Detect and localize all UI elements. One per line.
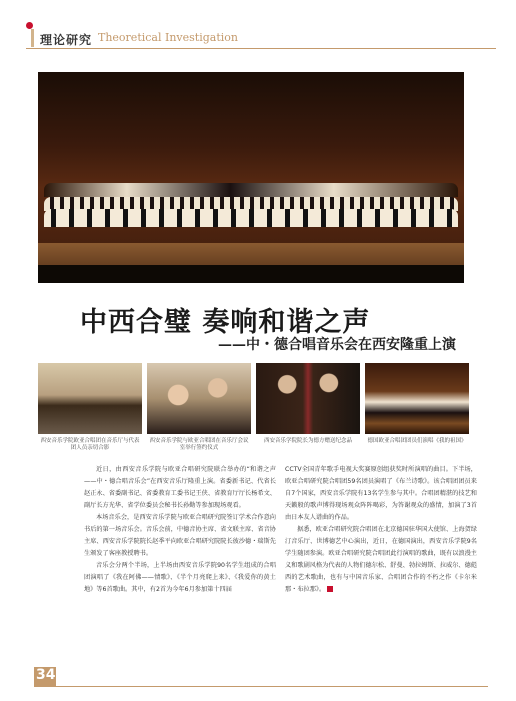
page-number: 34 <box>36 667 56 683</box>
photo-choir-performance <box>365 363 469 434</box>
photo-gift-presentation <box>256 363 360 434</box>
main-concert-photo <box>38 72 464 283</box>
footer-divider <box>56 686 488 687</box>
caption-2: 西安音乐学院与欧亚合唱团在音乐厅会议室举行签约仪式 <box>149 438 249 451</box>
article-subtitle: ——中・德合唱音乐会在西安隆重上演 <box>218 337 456 353</box>
section-marker-icon <box>26 22 35 48</box>
paragraph: 近日，由西安音乐学院与欧亚合唱研究院联合举办的“和谐之声——中・德合唱音乐会”在西安音乐厅隆重上演。省委新书记、代省长赵正永、省委副书记、省委教育工委书记王侠、省教育厅厅长杨希文、副厅长方光华、省学位委员会秘书长孙勤等参加现场观看。 <box>84 466 276 509</box>
paragraph-text: 据悉，欧亚合唱研究院合唱团在北京德国驻华国大使馆、上海贺绿汀音乐厅、世博德艺中心演出，近日，在德国演出，西安音乐学院9名学生随团参演。欧亚合唱研究院合唱团此行演唱的歌曲，既有以浪漫主义和歌剧风格为代表的人物们德尔松、舒曼、勃拉姆斯、拉威尔、德彪西的艺术歌曲，也有与中国音乐家、合唱团合作的不朽之作《卡尔米那・布拉那》。 <box>285 526 477 593</box>
caption-3: 西安音乐学院院长为德方赠送纪念品 <box>263 438 352 444</box>
paragraph <box>285 524 477 596</box>
body-column-left <box>84 464 276 596</box>
body-column-right <box>285 464 477 596</box>
paragraph: CCTV全国青年歌手电视大奖赛原创组获奖时所演唱的曲目。下半场，欧亚合唱研究院合唱团59名团员演唱了《布兰诗歌》。该合唱团团员来自7个国家，西安音乐学院有13名学生参与其中。合唱团精湛的技艺和天籁般的歌声博得现场观众阵阵喝彩，为答谢观众的盛情，加演了3首由日本友人谱曲的作品。 <box>285 466 477 521</box>
header-divider <box>26 48 496 49</box>
paragraph: 本场音乐会，是西安音乐学院与欧亚合唱研究院签订学术合作意向书后的第一场音乐会。音乐会前，中德音协主席、省文联主席、省音协主席、西安音乐学院院长赵季平向欧亚合唱研究院院长彼沙德・瑞斯先生颁发了客座教授聘书。 <box>84 514 276 557</box>
photo-signing-ceremony <box>147 363 251 434</box>
article-title: 中西合璧 奏响和谐之声 <box>80 307 371 338</box>
caption-4: 德国欧亚合唱团团员们演唱《我的祖国》 <box>367 438 467 444</box>
paragraph: 音乐会分两个半场，上半场由西安音乐学院90名学生组成的合唱团演唱了《我在阿佛——情歌》、《半个月亮爬上来》、《我爱你的黄土地》等6首歌曲。其中，有2首为今年6月参加第十四届 <box>84 562 276 593</box>
section-title-cn: 理论研究 <box>40 33 93 47</box>
section-title-en: Theoretical Investigation <box>98 31 238 44</box>
caption-1: 西安音乐学院欧亚合唱团在音乐厅与代表团人员亲切合影 <box>40 438 140 451</box>
end-mark-icon <box>327 586 333 592</box>
photo-group-meeting <box>38 363 142 434</box>
